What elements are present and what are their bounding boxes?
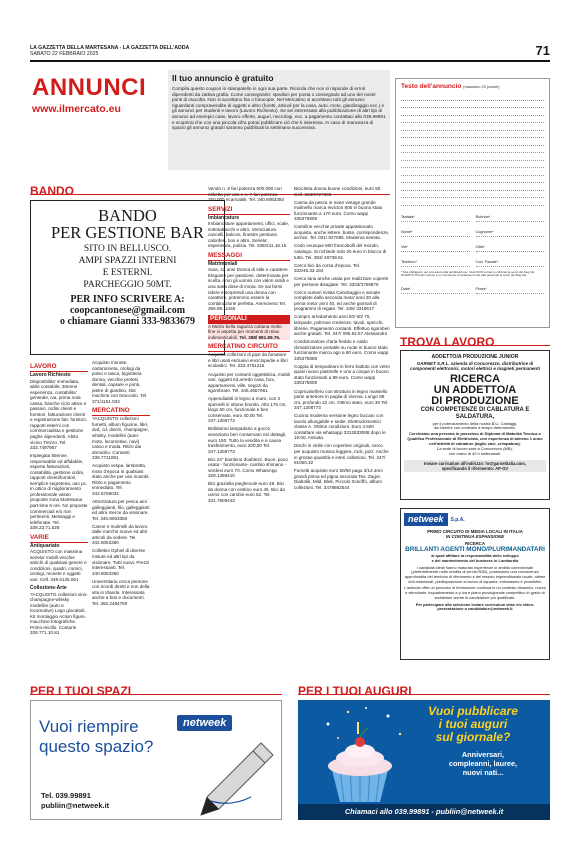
classified-item: Acquisto monete, cartamoneta, orologi da polso e tasca, bigiotteria donna, vecchie protesi dentali, capsule e ponti, pietre di giardino, slot machine con bracciolo. Tel. 371/1151.034 [92,360,148,404]
job-ad-title: UN ADDETTO/A [433,383,517,396]
section-title-bando: BANDO [30,184,74,198]
classified-item: Bici 24" bambino doublezz. Buon. poco usata - funzionante- cambio shimano - verdesi euro 70. Como WhatsApp 328.1368410 [208,456,288,479]
classified-item: Universitaria cerca persone con ricordi diretti e non della vita in Irlanda. Interessata anche a foto e documenti. Tel. 392.2484780 [92,578,150,606]
annunci-masthead [32,74,164,146]
auguri-contact-bar[interactable]: Chiamaci allo 039.99891 - publiin@netweek.it [298,804,550,820]
section-title-spazi: PER I TUOI SPAZI [30,684,132,698]
free-ad-text: Compila questo coupon in stampatello in ogni sua parte. Ricorda che non si risponde di errori dipendenti da cattiva grafia. Come consegnarlo: spedisci per posta o consegnalo ad uno dei nostri punti di raccolta. Non si accettano fax o fotocopie. Nel Mercatino si accettano tutti gli annunci riguardanti compravendite di oggetti e altro (furetti, articoli per la casa, auto, moto, giardinaggio ecc.) e gli annunci per studenti e lavoro (Lavoro Richiesto). Se sei interessato alla pubblicazione di altri tipi di annunci ad esempio case, lavoro offerte, auguri, necrologi, ecc. a pagamento contattaci allo 039.99891 e scoprirai che con una piccola cifra potrai pubblicare ciò che ti interessa. In caso di mancanza di spazio gli annunci gratuiti saranno pubblicati la settimana successiva. [172,86,386,131]
coupon-line[interactable] [401,116,544,124]
pen-illustration-icon [191,737,281,819]
bando-line: E ESTERNI. [102,268,153,278]
netweek-position: BRILLANTI AGENTI MONO/PLURIMANDATARI [405,546,545,554]
classified-item: Cartoline vecchie private appassionato acquista, anche lettere, buste, corrispondenze, archivi. Tel. 001/ 927095. Massima serieta. [294,224,390,241]
bando-line: PER INFO SCRIVERE A: [70,294,185,305]
bando-phone: o chiamare Gianni 333-9833679 [59,316,196,327]
coupon-line[interactable] [401,176,544,184]
classified-column-3 [208,186,290,666]
coupon-line[interactable] [401,138,544,146]
classified-item: ?ACQUISTO collezioni fumetti, album figurine, libri, dvd, cd, dischi, champagne, whisky, modellini (auto-moto, locomotive, navi) calcio e moda. Ritiro dai domicilio. Contanti 339.7711081 [92,416,149,461]
publication-name: LA GAZZETTA DELLA MARTESANA - LA GAZZETTA DELL'ADDA [30,45,190,51]
bando-line: PER GESTIONE BAR [50,223,205,242]
section-header-trova-lavoro [400,333,550,349]
classified-item: Disponibilita' immediata, abile contabile, 30enne esperienza, contabilita' generale, iva, prima nota cassa, banche ciclo attivo e passivo, ordini clienti e fornitori, fatturazione clienti e registrazione fatt. fornitori, rapporti esterni con commercialista e gestione paghe dipendenti. Abito vicino Trezzo. Tel. 333.7497957 [30,378,87,451]
netweek-apply[interactable]: Per partecipare alla selezione inviare curriculum vitae e/o video-presentazione a candidature@netweek.it [415,601,535,612]
classified-item [208,324,290,341]
bando-line: BANDO [98,206,157,225]
coupon-fields [401,212,544,267]
category-mercatino-circuito: MERCATINO CIRCUITO [208,343,290,352]
netweek-text: L'azienda offre un percorso di formazione continua in un contesto dinamico, nuovo e stimolante, inquadramento a p.iva e piano provvigionale competitivo in grado di soddisfare anche le candidature più qualificate. [404,585,546,600]
auguri-line: Vuoi pubblicare [428,704,518,718]
coupon-title-text: Testo dell'annuncio [401,83,462,90]
section-header-spazi [30,682,282,698]
spazi-ad [30,700,282,820]
job-ad-email[interactable]: Inviare curriculum all'indirizzo: hr@garnetitalia.com, [424,461,526,467]
field-rubrica[interactable]: Rubrica* [476,212,545,222]
field-data[interactable]: Data* [401,284,470,294]
auguri-occasion: compleanni, lauree, [448,759,518,768]
job-ad-skills: CON COMPETENZE DI CABLATURA E SALDATURA, [420,406,530,420]
free-ad-info-box [168,70,390,170]
classified-column-1 [30,360,88,665]
page-number: 71 [535,43,550,58]
auguri-ad [298,700,550,820]
job-ad-text: La sede di lavoro sarà a Concorezzo (MB), [436,446,514,452]
section-title-trova-lavoro: TROVA LAVORO [400,335,495,349]
classified-item: Collettini Ophiel di diverse misure ed altri tipi da visionare. Tutti nuovi. Prezzi interessanti. Tel. 340.8063350 [92,548,150,576]
coupon-title [401,83,544,91]
netweek-headline: IN CONTINUA ESPANSIONE [445,534,505,540]
classified-item: Cerco lana anche usata per realizzare coperte per persone disagiate. Tel. 3333/3759870 [294,276,389,287]
job-ad-contact [404,460,546,472]
field-testata[interactable]: Testata* [401,212,470,222]
coupon-line[interactable] [401,198,544,206]
netweek-spa: S.p.A. [450,516,465,523]
classified-column-2 [92,360,150,665]
job-ad-text: Cerchiamo una persona in possesso di Diploma di Maturità Tecnica o Qualifica Professionale di Elettricista, con esperienza di almeno 1 anno nell'attività di cablature (taglio cavi, crimpatura). [407,431,543,446]
subcategory-imbiancature: Imbiancature [208,214,240,221]
bando-line: AMPI SPAZZI INTERNI [78,256,177,266]
job-ad-title: RICERCA [449,372,501,385]
subcategory-richiesto: Lavoro Richiesto [30,372,71,378]
netweek-header [404,512,546,527]
classified-item: Imbiancature appartamenti, uffici, scale, sottotabacchi e altro. Verniciatura cancelli, balconi, finestre persiane, caloriferi, box e altro. Serieta', esperienza, pulizia. Tel. 339/241.16.15 [208,221,290,249]
auguri-occasion: nuovi nati... [462,768,504,777]
free-ad-title: Il tuo annuncio è gratuito [172,73,274,83]
coupon-line[interactable] [401,183,544,191]
job-ad-netweek [400,508,550,660]
annunci-url[interactable]: www.ilmercato.eu [32,103,121,115]
ad-coupon-form [395,78,550,328]
classified-item: Cerco numeri rivista Canottaggio e annate complete dalla seconda meta' anni 20 alla prima meta' anni 40, ed anche giornali di programmi di regate. Tel. 348/ 3319617 [294,289,381,312]
auguri-occasion: Anniversari, [461,750,505,759]
coupon-line[interactable] [401,93,544,101]
classified-item: Bici graziella pieghevole euro 48. Bici da donna con cestino euro 45. Bici da uomo con cambio euro 52. Tel. 331.7609443 [208,481,285,504]
coupon-line[interactable] [401,161,544,169]
category-messaggi: MESSAGGI [208,252,290,261]
coupon-title-note: (massimo 20 parole) [463,84,500,89]
classified-item: Condizionatore d'aria freddo e caldo climatizzatore portatile su ruote in buono stato funzionante marca ago a 80 euro. Como wapp 335375808 [294,339,389,361]
classified-item: Canne e mulinelli da lavoro dalle marche nuove ed altri articoli da vedere. Tel. 342.8063350 [92,523,148,546]
subcategory-antiquariato: Antiquariato [30,542,60,549]
auguri-line: i tuoi auguri [438,717,508,731]
coupon-line[interactable] [401,153,544,161]
netweek-text: e del mantenimento del business in Lombardia [431,557,519,563]
netweek-headline: PRIMO CIRCUITO DI MEDIA LOCALI IN ITALIA [427,529,523,534]
classified-item: ACQUISTO con massima serieta' mobili vecchie antichi di qualsiasi genere e condizioni, quadri, cornici, orologi, monete e oggetti vari. Cell. 349.6125.061 [30,549,87,582]
subcategory-collezioni: Collezione-Arte [30,585,67,592]
coupon-line[interactable] [401,168,544,176]
classified-item: Compro arredamento anni 50/ 60/ 70, lampade, poltrone credenze, tavoli, specchi, librerie. Pagamento contanti. Effettuo sgomberi anche gratuiti. Tel. 347/ 090.54.67 Alessandro [294,314,390,337]
auguri-occasions [418,750,548,777]
classified-item: Cerco bici da corsa d'epoca. Tel. 333/46.33.184 [294,262,361,274]
bando-ad [30,200,225,355]
job-ad-headline: ADDETTO/A PRODUZIONE JUNIOR [431,354,519,360]
category-personali: PERSONALI [208,315,290,324]
coupon-line[interactable] [401,131,544,139]
job-ad-garnet [400,350,550,500]
classified-item: Coppia di tempodeani in ferro battuto con vetro quasi nuovo piastrelle e uno a cinque in buono stato funzionanti a 88 euro. Como wapp 335375808 [294,363,390,386]
bando-line: SITO IN BELLUSCO. [83,244,172,254]
classified-item: Fumetti acquisto euro 50/60 pagu 3/14 anni grandi prima ed pigna seconda Tex, Zagor, Diabolik, Mild, Blek, Piccolo Sceriffo, album collezioni. Tel. 3478862544 [294,468,383,490]
field-firma[interactable]: Firma* [476,284,545,294]
job-ad-title: DI PRODUZIONE [431,394,519,407]
spazi-email[interactable]: publiin@netweek.it [41,801,110,810]
category-lavoro: LAVORO [30,363,88,372]
section-header-auguri [298,682,550,698]
coupon-line[interactable] [401,146,544,154]
netweek-logo: netweek [404,513,448,526]
spazi-phone: Tel. 039.99891 [41,791,91,800]
netweek-text: ai quali affidare la responsabilità dello sviluppo [431,553,519,559]
netweek-ricerca: RICERCA [464,540,485,546]
personali-phone: Tel. 388/ 881.89.76. [239,334,281,340]
classified-item: Impiegata 55enne, responsabile ed affidabile, esperta fatturazioni, contabilità, gestione ordini, rapporti clienti/fornitori, semplice segreteria, uso pc. In ottica di miglioramento professionale valuto proposte zona Martesana part-time 6 ore. No proposte commerciali e/o non pertinenti. Messaggi e telefonate. Tel. 338.23.71.528 [30,453,88,531]
classified-item: Acquisto collezioni di pipe da fumatore e libri usati esclusivi enciclopedie e libri scolastici. Tel. 333.4751215 [208,352,288,369]
coupon-line[interactable] [401,191,544,199]
classified-item: Appendiabiti in legno a muro, con 3 spinnelli in ottone brunito. Alto 175 cm, largo 60 cm, funzionale e ben conservato, euro 40.00 Tel. 347.1308773 [208,396,287,424]
classified-item: Bellissimo lampadario a gocce veneziano ben conservato nei dettagli, euro 150. Tutto la vendita e a causa trasferimento, euro 200,00 Tel. 347.1308773 [208,426,287,454]
page-header [30,43,550,59]
header-divider [30,60,550,62]
coupon-line[interactable] [401,108,544,116]
classified-item: Canna da pesca in mare vintage grande mulinello marca Invicton 805 in buono stato funzionante a 170 euro. Como wapp 335375808 [294,199,383,222]
netweek-logo-box [177,713,232,731]
coupon-note: * Dati obbligatori per procedere alla pubblicazione. I dati NON verranno utilizzati ai sensi del Reg UE 2016/679. Prendo visione e mi connsento al trattamento dei dati personali ai sensi del Reg UE. [401,269,535,278]
coupon-sign-fields [401,284,544,294]
job-ad-company: GARNET S.R.L. azienda di Concorezzo, distributrice di componenti elettronici, motori elettrici e magneti permanenti [410,360,540,371]
field-citta[interactable]: Città* [476,242,545,252]
category-varie: VARIE [30,534,88,543]
publication-date: SABATO 22 FEBBRAIO 2025 [30,51,99,57]
personali-text: A Melzo bella ragazza cubana molto fine vi aspetta per momenti di relax indimenticabili. [208,323,282,340]
subcategory-matrimoniali: Matrimoniali [208,260,238,267]
classified-item: Sara, 42 anni Donna di stile e carattere Elegante per passione, determinata per scelta. Amo gli uomini con valori solidi e una sana dose di ironia. Se sai farmi ridere e sorprendi una donna con carattere, potremmo essere la combinazione perfetta. Ammovera Tel. 366.89.11155 [208,267,289,312]
classified-column-4 [294,186,390,666]
field-nome[interactable]: Nome* [401,227,470,237]
category-servizi: SERVIZI [208,206,290,215]
netweek-text: I candidati ideali hanno maturato esperienze in ambito commerciale (preferibilmente nella vendita di servizi B2B), possiedono una conoscenza approfondita del territorio di riferimento e del tessuto imprenditoriale locale, ottime doti relazionali, predisposizione al lavoro di squadra, entusiasmo e proattività. [404,564,546,584]
coupon-line[interactable] [401,101,544,109]
classified-item: Cucina moderna versione legno laccato con tavolo allungabile e sedie. Elettrodomestici classe A. Ottime condizioni. Euro 4.500 contattare via whatsapp 3312833088 dopo le 19:00. Assuita. [294,413,386,441]
job-ad-text: con orario di 40 h settimanali. [448,451,502,457]
category-mercatino: MERCATINO [92,407,150,416]
job-ad-text: da inserire con contratto a tempo determinato. [434,425,516,431]
spazi-contact [41,791,109,811]
classified-item: ?ACQUISTO collezioni vino-champagne-whisky modellini (auto e locomotive) Lego giocattoli, Kit montaggio Action figure, macchine fotografiche. Primo-micillo. Contanti 339.771.10.81 [30,591,88,636]
job-ad-text: per il potenziamento della nostra B.U. Cablaggi, [432,420,518,426]
field-cognome[interactable]: Cognome* [476,227,545,237]
spazi-line: questo spazio? [39,737,154,756]
field-telefono[interactable]: Telefono* [401,257,470,267]
section-title-auguri: PER I TUOI AUGURI [298,684,412,698]
classified-item: Acquisto per contanti oggettistica, mobili vari, oggetti ed arredo casa, box, appartamenti, ville, negozi da sgombrare. Tel. 346.4657961 [208,371,290,394]
auguri-question [398,705,548,744]
spazi-question [39,717,153,757]
classified-item: Acquisto vespa, lambretta, moto d'epoca in qualsiasi stato anche per uso ricambi. Ritiro e pagamento immediato. Tel. 342.5768032 [92,463,150,496]
netweek-logo: netweek [177,715,232,731]
classified-item: Dischi in vinile con copertine originali, cerco per acquisto musica leggera, rock, jazz. Anche in grosse quantità e interi collezioni. Tel. 347/ 91050.32 [294,443,389,466]
coupon-text-lines[interactable] [401,93,544,206]
spazi-line: Vuoi riempire [39,717,139,736]
publication-info [30,45,189,57]
auguri-line: sul giornale? [435,730,511,744]
field-cod-fiscale[interactable]: Cod. Fiscale* [476,257,545,267]
annunci-title: ANNUNCI [32,74,147,101]
field-via[interactable]: Via* [401,242,470,252]
bando-email[interactable]: coopcantonese@gmail.com [69,305,186,316]
classified-item: Copricalorifero con struttura in legno massello parte anteriore in paglia di Vienna. Lungo 89 cm, profondo 22 cm. Ottimo stato, euro 30 Tel. 347.1308773 [294,388,389,411]
coupon-line[interactable] [401,123,544,131]
classified-item: Bicicletta donna buone condizioni, euro 50. Cell. 333/9727308 [294,186,382,197]
job-ad-reference: specificando il riferimento: AP-GV [441,466,509,472]
classified-item: Vendo n. 8 fari potenza 500.000 con etiketta per uso e n. 7 fari potenza 250.000 ricaricabili. Tel. 340.8063350 [208,186,285,203]
bando-line: PARCHEGGIO 50MT. [83,280,172,290]
classified-item: Cedo ovunque 800 francobolli del mondo, catalogo. Si richiede solo 20 euro in blocco di tutto. Tel. 393/ 48739.61 [294,243,387,260]
sparkle-icon [318,704,408,744]
classified-item: Attrezzatura per pesca ami galleggianti, filo, galleggianti ed altra merce da visionare. Tel. 340.8063350 [92,499,150,521]
